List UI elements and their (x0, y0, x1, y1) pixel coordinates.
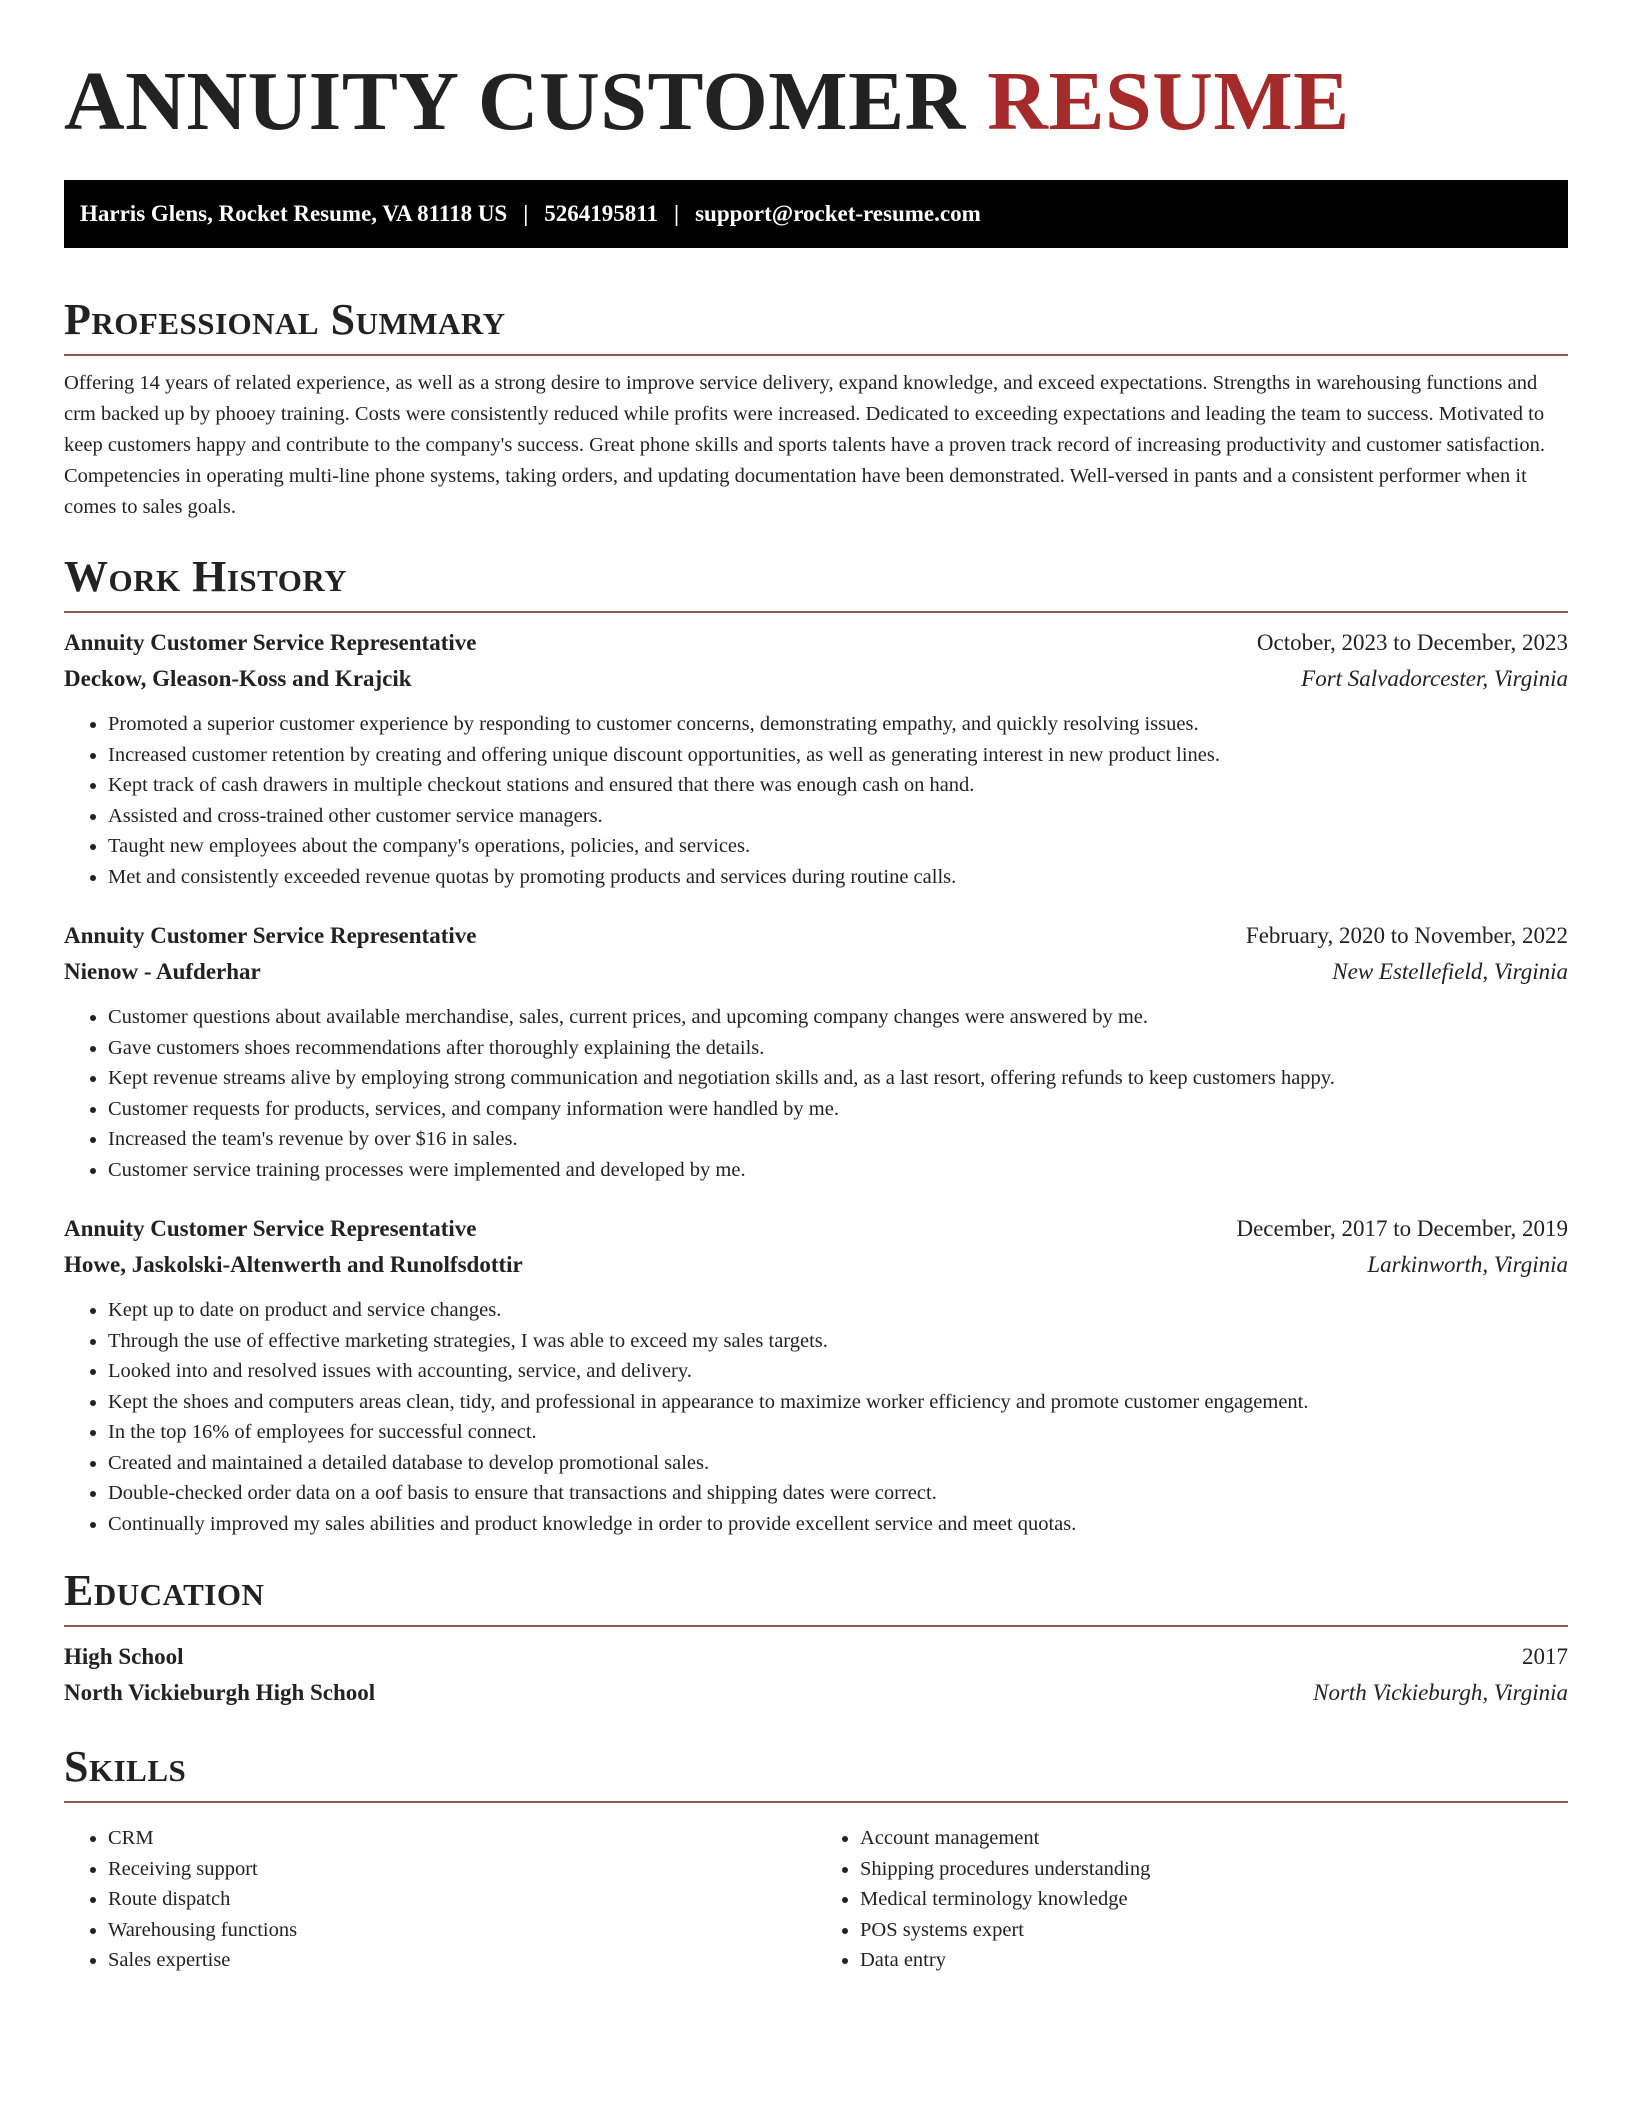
job-bullet: • Customer questions about available merchandise, sales, current prices, and upcoming company changes were answered by me. (108, 1002, 1568, 1033)
job-bullet: • Through the use of effective marketing strategies, I was able to exceed my sales targets. (108, 1326, 1568, 1357)
skill-item: • Account management (860, 1823, 1568, 1854)
job-bullets (64, 1295, 1568, 1539)
contact-separator: | (674, 201, 680, 226)
job-bullet: • Looked into and resolved issues with accounting, service, and delivery. (108, 1356, 1568, 1387)
section-heading: Skills (64, 1742, 187, 1791)
job-header-row (64, 625, 1568, 661)
contact-phone: 5264195811 (544, 201, 659, 226)
job-bullet: • Increased the team's revenue by over $16 in sales. (108, 1124, 1568, 1155)
education-location: North Vickieburgh, Virginia (1313, 1680, 1568, 1705)
skill-item: • CRM (108, 1823, 816, 1854)
job-entry (64, 625, 1568, 892)
job-title: Annuity Customer Service Representative (64, 1216, 477, 1241)
section-divider (64, 354, 1568, 356)
job-location: Larkinworth, Virginia (1367, 1252, 1568, 1277)
job-company: Deckow, Gleason-Koss and Krajcik (64, 666, 412, 691)
skills-grid (64, 1815, 1568, 1976)
job-bullet: • Kept revenue streams alive by employing strong communication and negotiation skills and, as a last resort, offering refunds to keep customers happy. (108, 1063, 1568, 1094)
job-bullet: • Double-checked order data on a oof basis to ensure that transactions and shipping dates were correct. (108, 1478, 1568, 1509)
job-company: Nienow - Aufderhar (64, 959, 261, 984)
job-bullet: • Promoted a superior customer experience by responding to customer concerns, demonstrating empathy, and quickly resolving issues. (108, 709, 1568, 740)
skill-item: • Sales expertise (108, 1945, 816, 1976)
contact-email: support@rocket-resume.com (695, 201, 981, 226)
job-location: Fort Salvadorcester, Virginia (1301, 666, 1568, 691)
job-bullet: • Gave customers shoes recommendations after thoroughly explaining the details. (108, 1033, 1568, 1064)
job-company-row (64, 661, 1568, 697)
section-divider (64, 611, 1568, 613)
resume-title (64, 52, 1568, 152)
job-dates: October, 2023 to December, 2023 (1256, 630, 1568, 655)
job-company-row (64, 1247, 1568, 1283)
job-bullet: • Met and consistently exceeded revenue quotas by promoting products and services during routine calls. (108, 862, 1568, 893)
education-school-row (64, 1675, 1568, 1711)
job-bullet: • Customer requests for products, services, and company information were handled by me. (108, 1094, 1568, 1125)
job-bullet: • Kept the shoes and computers areas clean, tidy, and professional in appearance to maximize worker efficiency and promote customer engagement. (108, 1387, 1568, 1418)
section-heading: Work History (64, 552, 348, 601)
skill-item: • Data entry (860, 1945, 1568, 1976)
job-bullets (64, 1002, 1568, 1185)
job-bullets (64, 709, 1568, 892)
job-bullet: • Kept up to date on product and service changes. (108, 1295, 1568, 1326)
contact-address: Harris Glens, Rocket Resume, VA 81118 US (80, 201, 508, 226)
skill-item: • Medical terminology knowledge (860, 1884, 1568, 1915)
section-divider (64, 1801, 1568, 1803)
skill-item: • Warehousing functions (108, 1915, 816, 1946)
education-school: North Vickieburgh High School (64, 1680, 376, 1705)
title-accent: RESUME (987, 55, 1350, 148)
job-dates: February, 2020 to November, 2022 (1245, 923, 1568, 948)
job-bullet: • Taught new employees about the company's operations, policies, and services. (108, 831, 1568, 862)
work-history-section (64, 551, 1568, 1539)
education-header-row (64, 1639, 1568, 1675)
skills-list-left (64, 1823, 816, 1976)
job-entry (64, 918, 1568, 1185)
skill-item: • Shipping procedures understanding (860, 1854, 1568, 1885)
contact-separator: | (523, 201, 529, 226)
job-company-row (64, 954, 1568, 990)
section-heading: Professional Summary (64, 295, 506, 344)
job-bullet: • Kept track of cash drawers in multiple checkout stations and ensured that there was enough cash on hand. (108, 770, 1568, 801)
job-bullet: • Increased customer retention by creating and offering unique discount opportunities, as well as generating interest in new product lines. (108, 740, 1568, 771)
skills-list-right (816, 1823, 1568, 1976)
skills-section (64, 1741, 1568, 1976)
job-title: Annuity Customer Service Representative (64, 923, 477, 948)
title-main: ANNUITY CUSTOMER (64, 55, 966, 148)
skill-item: • Receiving support (108, 1854, 816, 1885)
education-year: 2017 (1522, 1644, 1568, 1669)
summary-section (64, 294, 1568, 523)
section-heading: Education (64, 1566, 265, 1615)
job-header-row (64, 918, 1568, 954)
job-header-row (64, 1211, 1568, 1247)
job-title: Annuity Customer Service Representative (64, 630, 477, 655)
section-divider (64, 1625, 1568, 1627)
job-bullet: • Created and maintained a detailed database to develop promotional sales. (108, 1448, 1568, 1479)
job-bullet: • Assisted and cross-trained other customer service managers. (108, 801, 1568, 832)
contact-bar (64, 180, 1568, 248)
job-dates: December, 2017 to December, 2019 (1236, 1216, 1568, 1241)
education-section (64, 1565, 1568, 1711)
job-bullet: • In the top 16% of employees for successful connect. (108, 1417, 1568, 1448)
skill-item: • POS systems expert (860, 1915, 1568, 1946)
job-bullet: • Continually improved my sales abilities and product knowledge in order to provide excellent service and meet quotas. (108, 1509, 1568, 1540)
job-location: New Estellefield, Virginia (1332, 959, 1568, 984)
job-bullet: • Customer service training processes were implemented and developed by me. (108, 1155, 1568, 1186)
skill-item: • Route dispatch (108, 1884, 816, 1915)
education-degree: High School (64, 1644, 184, 1669)
job-company: Howe, Jaskolski-Altenwerth and Runolfsdottir (64, 1252, 523, 1277)
summary-text: Offering 14 years of related experience, as well as a strong desire to improve service delivery, expand knowledge, and exceed expectations. Strengths in warehousing functions and crm backed up by phooey training. Costs were consistently reduced while profits were increased. Dedicated to exceeding expectations and leading the team to success. Motivated to keep customers happy and contribute to the company's success. Great phone skills and sports talents have a proven track record of increasing productivity and customer satisfaction. Competencies in operating multi-line phone systems, taking orders, and updating documentation have been demonstrated. Well-versed in pants and a consistent performer when it comes to sales goals. (64, 372, 1545, 518)
job-entry (64, 1211, 1568, 1539)
